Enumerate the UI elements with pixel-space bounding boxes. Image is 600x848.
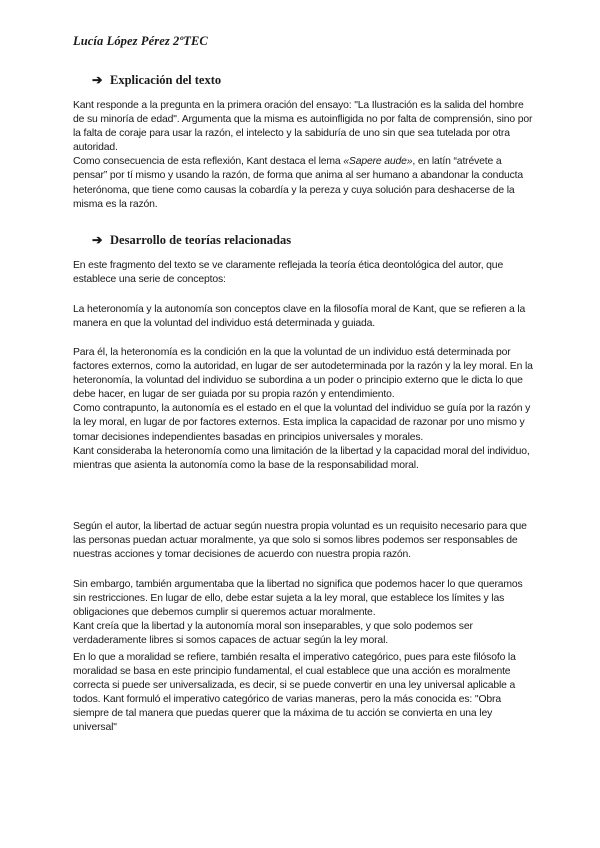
paragraph-text: Como consecuencia de esta reflexión, Kant destaca el lema xyxy=(73,156,344,168)
paragraph-block-heteronomia xyxy=(73,346,535,473)
paragraph-text: , en latín “atrévete a pensar” por tí mismo y usando la razón, de forma que anima al ser humano a abandonar la conducta heterónoma, que tiene como causas la cobardía y la pereza y cuya solución para deshacerse de la misma es la razón. xyxy=(73,156,523,210)
author-name: Lucía López Pérez 2ºTEC xyxy=(73,34,208,48)
section-heading-explicacion xyxy=(92,72,221,88)
paragraph: Como contrapunto, la autonomía es el estado en el que la voluntad del individuo se guía por la razón y la ley moral, en lugar de por factores externos. Esta implica la capacidad de razonar por uno mismo y tomar decisiones independientes basadas en principios universales y morales. xyxy=(73,403,531,443)
section-title: Explicación del texto xyxy=(110,73,222,87)
paragraph-block-libertad xyxy=(73,578,535,648)
paragraph: Para él, la heteronomía es la condición en la que la voluntad de un individuo está determinada por factores externos, como la autoridad, en lugar de ser autodeterminada por la razón y la ley moral. En la heteronomía, la voluntad del individuo se subordina a un poder o principio externo que le dicta lo que debe hacer, en lugar de ser guiada por su propia razón y entendimiento. xyxy=(73,347,533,401)
arrow-right-icon: ➔ xyxy=(92,73,103,87)
section-title: Desarrollo de teorías relacionadas xyxy=(110,233,292,247)
paragraph: Según el autor, la libertad de actuar según nuestra propia voluntad es un requisito necesario para que las personas puedan actuar moralmente, ya que solo si somos libres podemos ser responsables de nuestras acciones y tomar decisiones de acuerdo con nuestra propia razón. xyxy=(73,521,527,561)
paragraph: La heteronomía y la autonomía son conceptos clave en la filosofía moral de Kant, que se refieren a la manera en que la voluntad del individuo está determinada y guiada. xyxy=(73,304,526,330)
paragraph-sapere-aude xyxy=(73,155,535,211)
paragraph: En lo que a moralidad se refiere, también resalta el imperativo categórico, pues para este filósofo la moralidad se basa en este principio fundamental, el cual establece que una acción es moralmente correcta si puede ser universalizada, es decir, si se puede convertir en una ley universal aplicable a todos. Kant formuló el imperativo categórico de varias maneras, pero la más conocida es: "Obra siempre de tal manera que puedas querer que la máxima de tu acción se convierta en una ley universal" xyxy=(73,652,516,734)
paragraph: En este fragmento del texto se ve claramente reflejada la teoría ética deontológica del autor, que establece una serie de conceptos: xyxy=(73,260,504,286)
section-heading-desarrollo xyxy=(92,232,291,248)
paragraph: Kant responde a la pregunta en la primera oración del ensayo: "La Ilustración es la salida del hombre de su minoría de edad". Argumenta que la misma es autoinfligida no por falta de comprensión, sino por la falta de coraje para usar la razón, el intelecto y la sabiduría de uno sin que sea tutelada por otra autoridad. xyxy=(73,100,533,154)
paragraph-block-explicacion xyxy=(73,99,535,212)
paragraph: Kant creía que la libertad y la autonomía moral son inseparables, y que solo podemos ser verdaderamente libres si somos capaces de actuar según la ley moral. xyxy=(73,621,473,647)
latin-motto: «Sapere aude» xyxy=(343,156,413,168)
arrow-right-icon: ➔ xyxy=(92,233,103,247)
paragraph: Sin embargo, también argumentaba que la libertad no significa que podemos hacer lo que queramos sin restricciones. En lugar de ello, debe estar sujeta a la ley moral, que establece los límites y las obligaciones que debemos cumplir si queremos actuar moralmente. xyxy=(73,579,523,619)
paragraph: Kant consideraba la heteronomía como una limitación de la libertad y la capacidad moral del individuo, mientras que asienta la autonomía como la base de la responsabilidad moral. xyxy=(73,445,530,471)
